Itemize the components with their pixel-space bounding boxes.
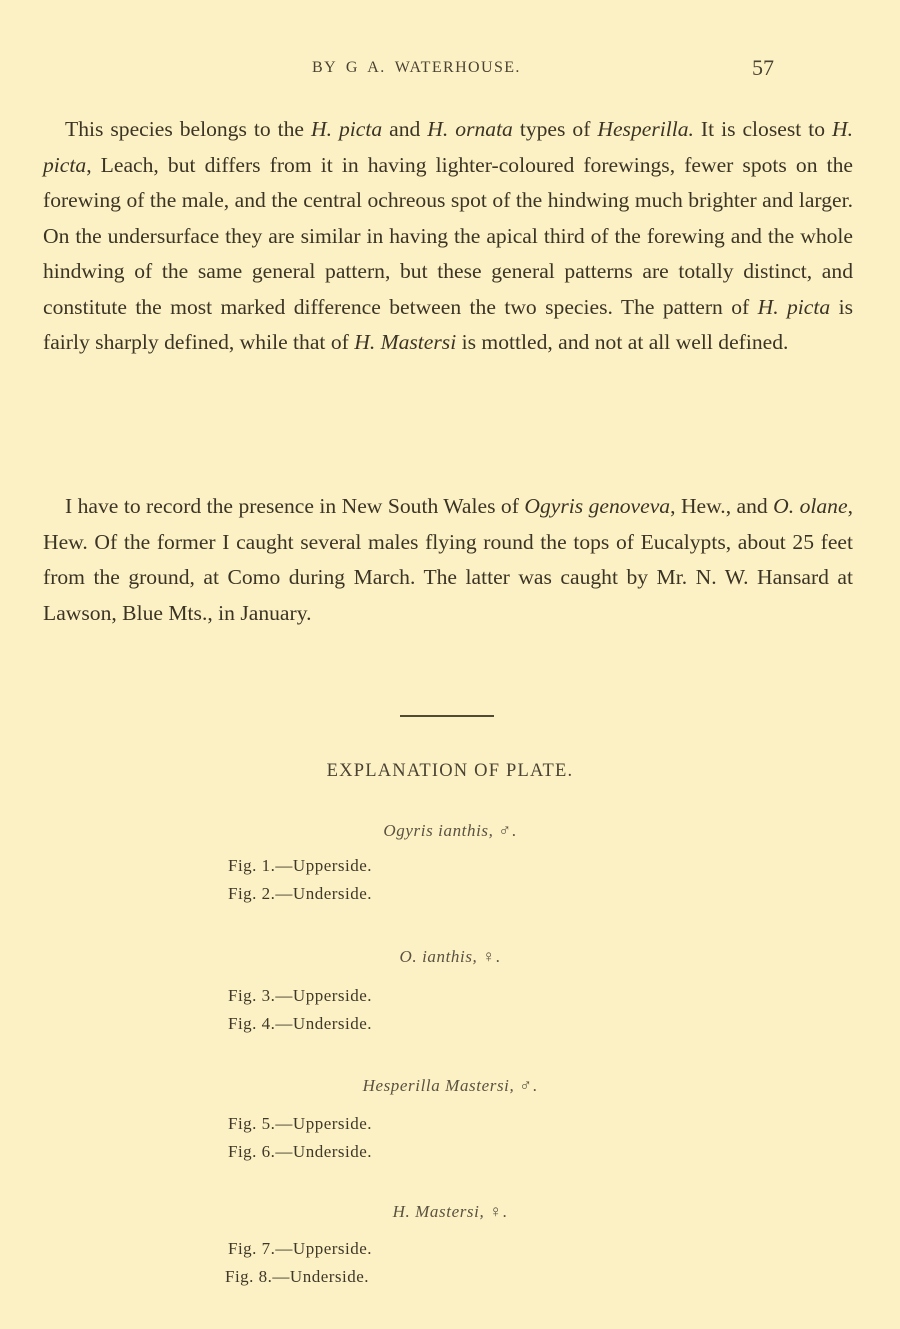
- figure-caption: Fig. 2.—Underside.: [228, 884, 373, 903]
- species-heading: Hesperilla Mastersi, ♂.: [362, 1076, 538, 1095]
- paragraph-species-comparison: [43, 112, 853, 361]
- text-run: , Hew. Of the former I caught several males flying round the tops of Eucalypts, about 25 feet from the ground, at Como during March. The latter was caught by Mr. N. W. Hansard at Lawson, Blue Mts., in January.: [43, 494, 853, 625]
- page-header: [0, 57, 900, 83]
- text-run: types of: [512, 117, 598, 141]
- species-name: O. ianthis,: [399, 947, 478, 966]
- paragraph-text: [43, 112, 853, 361]
- section-divider: [400, 715, 494, 717]
- figure-caption: Fig. 4.—Underside.: [228, 1014, 373, 1033]
- running-title: BY G A. WATERHOUSE.: [312, 59, 521, 76]
- text-run: It is closest to: [693, 117, 832, 141]
- male-symbol-icon: ♂: [498, 821, 512, 840]
- female-symbol-icon: ♀: [482, 947, 496, 966]
- plate-explanation-title: EXPLANATION OF PLATE.: [326, 761, 574, 781]
- figure-caption: Fig. 1.—Upperside.: [228, 856, 373, 875]
- taxon-name: Hesperilla.: [597, 117, 694, 141]
- taxon-name: O. olane: [773, 494, 848, 518]
- text-run: I have to record the presence in New South Wales of: [65, 494, 525, 518]
- figure-caption: Fig. 5.—Upperside.: [228, 1114, 373, 1133]
- taxon-name: H. picta: [43, 117, 853, 177]
- female-symbol-icon: ♀: [489, 1202, 503, 1221]
- taxon-name: H. picta: [311, 117, 383, 141]
- taxon-name: Ogyris genoveva: [524, 494, 671, 518]
- text-run: This species belongs to the: [65, 117, 311, 141]
- male-symbol-icon: ♂: [519, 1076, 533, 1095]
- species-heading: Ogyris ianthis, ♂.: [383, 821, 517, 840]
- species-heading: H. Mastersi, ♀.: [392, 1202, 508, 1221]
- paragraph-text: [43, 489, 853, 631]
- taxon-name: H. ornata: [427, 117, 513, 141]
- text-run: is mottled, and not at all well defined.: [456, 330, 789, 354]
- figure-caption: Fig. 7.—Upperside.: [228, 1239, 373, 1258]
- species-name: Hesperilla Mastersi,: [362, 1076, 515, 1095]
- species-heading: O. ianthis, ♀.: [399, 947, 501, 966]
- figure-caption: Fig. 3.—Upperside.: [228, 986, 373, 1005]
- text-run: , Hew., and: [670, 494, 774, 518]
- species-name: Ogyris ianthis,: [383, 821, 494, 840]
- figure-caption: Fig. 8.—Underside.: [225, 1267, 370, 1286]
- species-name: H. Mastersi,: [392, 1202, 485, 1221]
- taxon-name: H. picta: [757, 294, 831, 319]
- text-run: , Leach, but differs from it in having lighter-coloured forewings, fewer spots on the forewing of the male, and the central ochreous spot of the hindwing much brighter and larger. On the undersurface they are similar in having the apical third of the forewing and the whole hindwing of the same general pattern, but these general patterns are totally distinct, and constitute the most marked difference between the two species. The pattern of: [43, 152, 853, 319]
- paragraph-ogyris-record: [43, 489, 853, 631]
- text-run: and: [382, 117, 428, 141]
- text-run: is fairly sharply defined, while that of: [43, 294, 853, 354]
- taxon-name: H. Mastersi: [354, 330, 457, 354]
- page-number: 57: [752, 55, 774, 80]
- figure-caption: Fig. 6.—Underside.: [228, 1142, 373, 1161]
